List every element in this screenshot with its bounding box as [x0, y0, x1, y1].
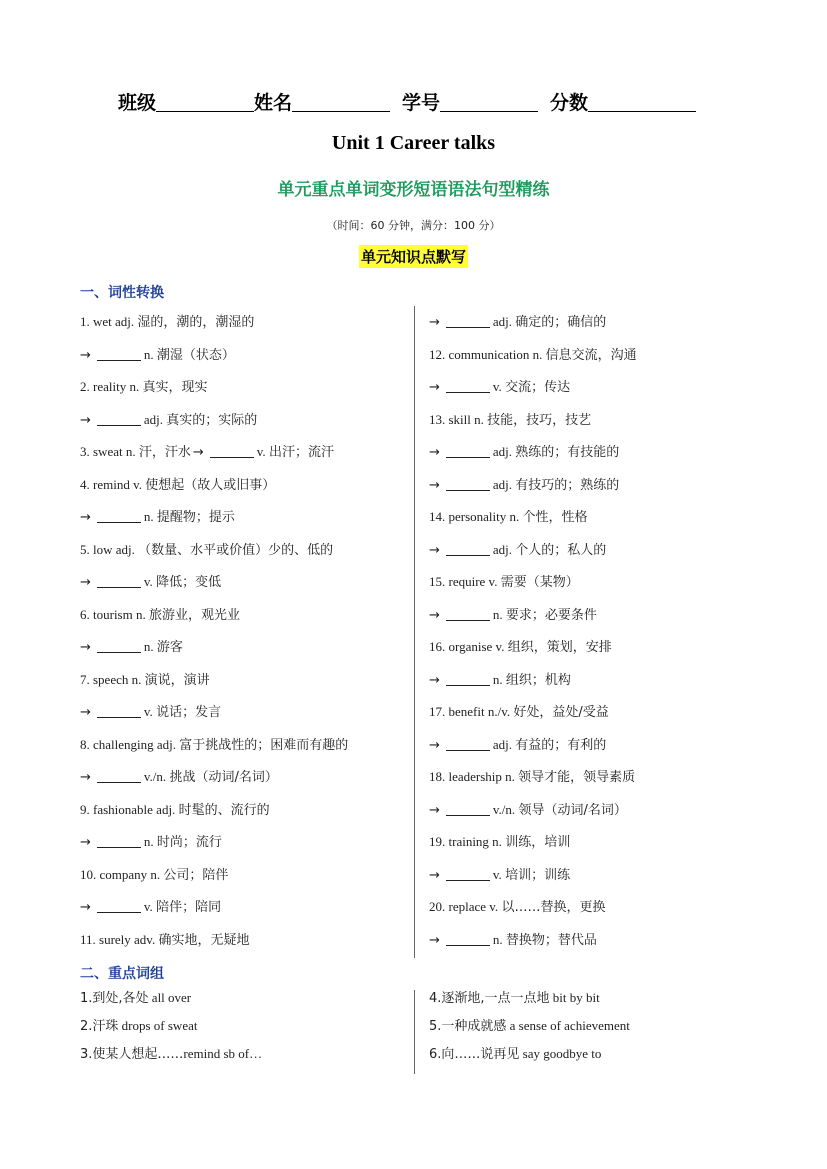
arrow-icon: → — [80, 900, 91, 915]
word-meaning: 使想起（故人或旧事） — [145, 477, 276, 493]
word-row — [80, 735, 348, 768]
answer-blank[interactable] — [97, 638, 141, 653]
word-row — [429, 605, 637, 638]
word-meaning: 训练，培训 — [505, 835, 571, 850]
phrase-english: bit by bit — [549, 990, 600, 1005]
arrow-icon: → — [80, 347, 91, 363]
word-meaning: 需要（某物） — [500, 575, 579, 590]
arrow-icon: → — [80, 412, 91, 428]
word-entry: 17. benefit n./v. — [429, 704, 514, 719]
word-meaning: 真实的；实际的 — [166, 412, 258, 428]
page-title: Unit 1 Career talks — [331, 132, 496, 154]
answer-blank[interactable] — [446, 476, 490, 491]
word-meaning: 确定的；确信的 — [515, 315, 607, 330]
word-meaning: 汗，汗水 — [138, 445, 191, 460]
word-row — [429, 930, 637, 963]
arrow-icon: → — [80, 835, 91, 850]
word-row — [80, 475, 348, 508]
arrow-icon: → — [429, 477, 440, 493]
word-row — [429, 865, 637, 898]
phrase-chinese: 2.汗珠 — [80, 1019, 119, 1034]
word-row — [429, 540, 637, 573]
part-of-speech: v. — [143, 704, 157, 719]
answer-blank[interactable] — [446, 671, 490, 686]
word-entry: 13. skill n. — [429, 411, 488, 427]
word-meaning: 说话；发言 — [156, 705, 222, 720]
word-meaning: 组织；机构 — [505, 672, 571, 688]
word-row — [429, 637, 637, 670]
part-of-speech: v. — [492, 866, 506, 882]
part-of-speech: adj. — [492, 541, 516, 557]
arrow-icon: → — [80, 510, 91, 525]
word-row — [80, 865, 348, 898]
phrase-english: say goodbye to — [519, 1046, 602, 1061]
word-meaning: 陪伴；陪同 — [156, 900, 222, 915]
part-of-speech: v./n. — [143, 769, 170, 784]
word-row — [80, 767, 348, 800]
student-id-blank[interactable] — [440, 91, 538, 112]
answer-blank[interactable] — [446, 541, 490, 556]
answer-blank[interactable] — [97, 346, 141, 361]
word-meaning: 交流；传达 — [505, 380, 571, 395]
answer-blank[interactable] — [97, 703, 141, 718]
word-row — [80, 507, 348, 540]
part-of-speech: n. — [143, 639, 157, 654]
answer-blank[interactable] — [446, 378, 490, 393]
answer-blank[interactable] — [97, 898, 141, 913]
word-row — [429, 735, 637, 768]
word-meaning: 领导（动词/名词） — [518, 802, 627, 818]
word-entry: 12. communication n. — [429, 346, 546, 362]
part-of-speech: n. — [492, 606, 506, 622]
word-row — [80, 800, 348, 833]
word-meaning: 游客 — [156, 640, 183, 655]
phrase-row — [80, 1044, 262, 1072]
answer-blank[interactable] — [446, 866, 490, 881]
word-meaning: 个人的；私人的 — [515, 542, 607, 558]
word-meaning: 湿的，潮的，潮湿的 — [137, 315, 255, 330]
word-meaning: 替换物；替代品 — [505, 932, 597, 948]
word-entry: 3. sweat n. — [80, 444, 139, 459]
arrow-icon: → — [429, 802, 440, 818]
page-subtitle: 单元重点单词变形短语语法句型精练 — [277, 180, 550, 200]
word-meaning: 组织，策划，安排 — [507, 640, 612, 655]
phrase-list-left — [80, 988, 262, 1072]
answer-blank[interactable] — [97, 833, 141, 848]
section1-heading: 一、词性转换 — [80, 285, 164, 301]
word-row — [80, 312, 348, 345]
word-entry: 10. company n. — [80, 866, 164, 882]
word-row — [429, 507, 637, 540]
answer-blank[interactable] — [446, 606, 490, 621]
word-meaning: 个性，性格 — [522, 510, 588, 525]
word-list-left — [80, 312, 348, 962]
highlight-wrap — [0, 245, 827, 268]
phrase-chinese: 5.一种成就感 — [429, 1019, 507, 1034]
word-meaning: 领导才能，领导素质 — [518, 770, 636, 785]
word-meaning: 旅游业，观光业 — [148, 607, 240, 623]
answer-blank[interactable] — [97, 573, 141, 588]
word-meaning: 有益的；有利的 — [515, 737, 607, 753]
word-row — [429, 475, 637, 508]
word-row — [80, 832, 348, 865]
arrow-icon: → — [80, 770, 91, 785]
word-meaning: 确实地，无疑地 — [158, 932, 250, 948]
word-entry: 9. fashionable adj. — [80, 801, 179, 817]
word-row — [80, 702, 348, 735]
part-of-speech: n. — [143, 509, 157, 524]
arrow-icon: → — [192, 445, 204, 460]
word-row — [80, 572, 348, 605]
answer-blank[interactable] — [446, 801, 490, 816]
word-row — [429, 670, 637, 703]
answer-blank[interactable] — [97, 411, 141, 426]
word-row — [429, 442, 637, 475]
part-of-speech: v. — [256, 444, 269, 459]
word-row — [80, 637, 348, 670]
time-note: （时间：60 分钟，满分：100 分） — [326, 219, 501, 232]
phrase-english: drops of sweat — [118, 1018, 198, 1033]
word-entry: 18. leadership n. — [429, 769, 519, 784]
word-row — [429, 832, 637, 865]
arrow-icon: → — [80, 640, 91, 655]
phrase-english: remind sb of… — [183, 1046, 263, 1061]
phrase-chinese: 3.使某人想起…… — [80, 1047, 184, 1062]
word-row — [80, 897, 348, 930]
word-entry: 5. low adj. — [80, 541, 139, 557]
arrow-icon: → — [429, 672, 440, 688]
word-entry: 15. require v. — [429, 574, 501, 589]
arrow-icon: → — [429, 445, 440, 460]
word-meaning: 有技巧的；熟练的 — [515, 477, 620, 493]
arrow-icon: → — [429, 737, 440, 753]
column-divider — [414, 306, 415, 958]
word-entry: 1. wet adj. — [80, 314, 138, 329]
word-entry: 8. challenging adj. — [80, 736, 180, 752]
arrow-icon: → — [429, 932, 440, 948]
answer-blank[interactable] — [446, 736, 490, 751]
word-row — [429, 572, 637, 605]
word-row — [80, 377, 348, 410]
word-meaning: 信息交流，沟通 — [545, 347, 637, 363]
arrow-icon: → — [80, 575, 91, 590]
answer-blank[interactable] — [210, 443, 254, 458]
word-row — [429, 377, 637, 410]
part-of-speech: adj. — [143, 411, 167, 427]
word-meaning: （数量、水平或价值）少的、低的 — [138, 542, 334, 558]
phrase-english: all over — [148, 990, 192, 1005]
highlight-heading: 单元知识点默写 — [359, 245, 468, 268]
word-meaning: 要求；必要条件 — [505, 607, 597, 623]
word-meaning: 提醒物；提示 — [156, 510, 235, 525]
phrase-list-right — [429, 988, 630, 1072]
column-divider-phrases — [414, 990, 415, 1074]
phrase-row — [80, 1016, 262, 1044]
word-meaning: 熟练的；有技能的 — [515, 445, 620, 460]
class-label: 班级 — [118, 92, 157, 114]
word-row — [429, 410, 637, 443]
part-of-speech: v. — [143, 574, 157, 589]
name-label: 姓名 — [254, 92, 293, 114]
arrow-icon: → — [429, 607, 440, 623]
word-row — [80, 345, 348, 378]
part-of-speech: n. — [143, 834, 157, 849]
word-meaning: 演说，演讲 — [144, 672, 210, 688]
word-entry: 4. remind v. — [80, 476, 146, 492]
answer-blank[interactable] — [97, 508, 141, 523]
part-of-speech: adj. — [492, 476, 516, 492]
part-of-speech: n. — [492, 931, 506, 947]
word-row — [80, 442, 348, 475]
arrow-icon: → — [429, 315, 440, 330]
class-blank[interactable] — [156, 91, 254, 112]
word-meaning: 技能，技巧，技艺 — [487, 412, 592, 428]
name-blank[interactable] — [292, 91, 390, 112]
phrase-chinese: 1.到处,各处 — [80, 991, 149, 1006]
word-meaning: 出汗；流汗 — [268, 445, 334, 460]
answer-blank[interactable] — [446, 931, 490, 946]
answer-blank[interactable] — [446, 443, 490, 458]
word-row — [429, 897, 637, 930]
word-entry: 11. surely adv. — [80, 931, 159, 947]
word-row — [80, 670, 348, 703]
part-of-speech: adj. — [492, 444, 516, 459]
phrase-row — [429, 1016, 630, 1044]
part-of-speech: adj. — [492, 314, 516, 329]
word-meaning: 降低；变低 — [156, 575, 222, 590]
word-entry: 16. organise v. — [429, 639, 508, 654]
student-id-label: 学号 — [402, 92, 441, 114]
word-meaning: 好处，益处/受益 — [513, 705, 609, 720]
word-list-right — [429, 312, 637, 962]
arrow-icon: → — [429, 380, 440, 395]
part-of-speech: n. — [492, 671, 506, 687]
section2-heading: 二、重点词组 — [80, 966, 164, 982]
word-entry: 14. personality n. — [429, 509, 523, 524]
word-meaning: 真实，现实 — [142, 380, 208, 395]
answer-blank[interactable] — [97, 768, 141, 783]
word-meaning: 公司；陪伴 — [163, 867, 229, 883]
arrow-icon: → — [80, 705, 91, 720]
word-meaning: 时尚；流行 — [156, 835, 222, 850]
word-meaning: 培训；训练 — [505, 867, 571, 883]
phrase-chinese: 4.逐渐地,一点一点地 — [429, 991, 550, 1006]
word-meaning: 以……替换，更换 — [501, 900, 606, 915]
word-entry: 2. reality n. — [80, 379, 143, 394]
student-info-header — [118, 88, 696, 115]
word-meaning: 富于挑战性的；困难而有趣的 — [179, 737, 349, 753]
phrase-row — [80, 988, 262, 1016]
arrow-icon: → — [429, 542, 440, 558]
part-of-speech: v. — [492, 379, 506, 394]
phrase-english: a sense of achievement — [506, 1018, 630, 1033]
word-row — [429, 767, 637, 800]
word-entry: 19. training n. — [429, 834, 506, 849]
part-of-speech: n. — [143, 346, 157, 362]
word-meaning: 时髦的、流行的 — [178, 802, 270, 818]
word-entry: 7. speech n. — [80, 671, 145, 687]
word-entry: 6. tourism n. — [80, 606, 149, 622]
answer-blank[interactable] — [446, 313, 490, 328]
word-row — [80, 540, 348, 573]
part-of-speech: adj. — [492, 736, 516, 752]
word-row — [80, 410, 348, 443]
word-row — [429, 702, 637, 735]
phrase-row — [429, 1044, 630, 1072]
word-row — [80, 605, 348, 638]
phrase-row — [429, 988, 630, 1016]
word-row — [80, 930, 348, 963]
word-meaning: 潮湿（状态） — [156, 347, 235, 363]
phrase-chinese: 6.向……说再见 — [429, 1047, 520, 1062]
part-of-speech: v. — [143, 899, 157, 914]
word-row — [429, 312, 637, 345]
score-label: 分数 — [550, 92, 589, 114]
arrow-icon: → — [429, 867, 440, 883]
word-meaning: 挑战（动词/名词） — [169, 770, 278, 785]
word-row — [429, 800, 637, 833]
word-row — [429, 345, 637, 378]
part-of-speech: v./n. — [492, 801, 519, 817]
word-entry: 20. replace v. — [429, 899, 502, 914]
score-blank[interactable] — [588, 91, 696, 112]
